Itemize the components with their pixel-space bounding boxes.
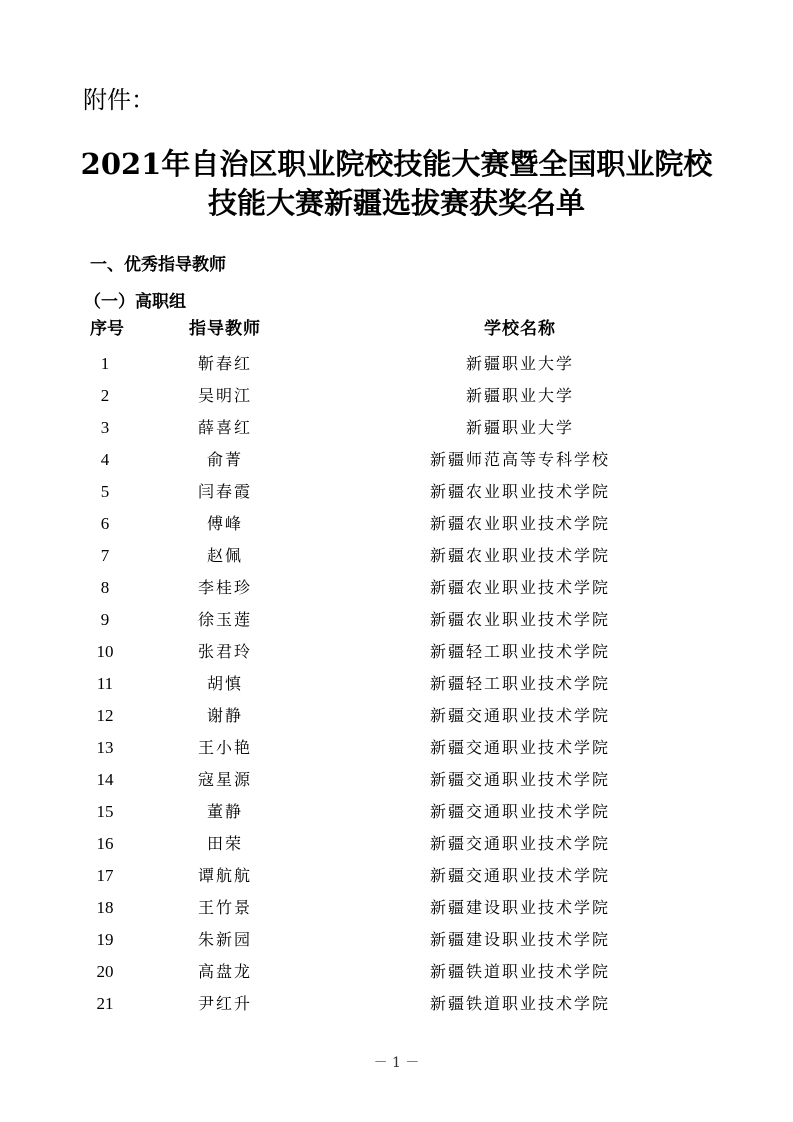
row-school: 新疆铁道职业技术学院 — [429, 994, 610, 1013]
row-number: 17 — [96, 866, 114, 885]
row-teacher: 王小艳 — [197, 738, 252, 757]
table-row — [0, 572, 793, 604]
table-row — [0, 764, 793, 796]
table-row — [0, 668, 793, 700]
row-school: 新疆交通职业技术学院 — [429, 834, 610, 853]
document-title-line-2: 技能大赛新疆选拔赛获奖名单 — [207, 186, 585, 220]
row-number: 5 — [100, 482, 110, 501]
table-row — [0, 732, 793, 764]
row-school: 新疆农业职业技术学院 — [429, 610, 610, 629]
row-number: 19 — [96, 930, 114, 949]
row-teacher: 李桂珍 — [197, 578, 252, 597]
row-number: 14 — [96, 770, 114, 789]
table-row — [0, 636, 793, 668]
row-teacher: 董静 — [206, 802, 243, 821]
row-number: 8 — [100, 578, 110, 597]
row-number: 15 — [96, 802, 114, 821]
row-school: 新疆职业大学 — [465, 418, 574, 437]
row-teacher: 徐玉莲 — [197, 610, 252, 629]
table-row — [0, 700, 793, 732]
row-school: 新疆交通职业技术学院 — [429, 866, 610, 885]
row-school: 新疆农业职业技术学院 — [429, 482, 610, 501]
row-number: 4 — [100, 450, 110, 469]
row-number: 20 — [96, 962, 114, 981]
row-teacher: 闫春霞 — [197, 482, 252, 501]
table-row — [0, 988, 793, 1020]
row-school: 新疆轻工职业技术学院 — [429, 674, 610, 693]
row-teacher: 俞菁 — [206, 450, 243, 469]
attachment-label: 附件： — [83, 86, 155, 114]
table-row — [0, 348, 793, 380]
row-school: 新疆农业职业技术学院 — [429, 578, 610, 597]
row-school: 新疆农业职业技术学院 — [429, 546, 610, 565]
subsection-heading: （一）高职组 — [84, 292, 186, 312]
row-school: 新疆职业大学 — [465, 386, 574, 405]
table-row — [0, 508, 793, 540]
table-header — [0, 313, 793, 345]
header-number: 序号 — [90, 319, 124, 339]
table-row — [0, 796, 793, 828]
table-row — [0, 956, 793, 988]
document-title-line-1: 2021年自治区职业院校技能大赛暨全国职业院校 — [80, 147, 713, 181]
row-teacher: 薛喜红 — [197, 418, 252, 437]
row-teacher: 谢静 — [206, 706, 243, 725]
row-teacher: 傅峰 — [206, 514, 243, 533]
row-teacher: 王竹景 — [197, 898, 252, 917]
row-teacher: 朱新园 — [197, 930, 252, 949]
row-teacher: 吴明江 — [197, 386, 252, 405]
row-school: 新疆轻工职业技术学院 — [429, 642, 610, 661]
section-heading: 一、优秀指导教师 — [90, 255, 226, 275]
row-number: 2 — [100, 386, 110, 405]
row-school: 新疆建设职业技术学院 — [429, 930, 610, 949]
row-number: 11 — [96, 674, 114, 693]
table-row — [0, 412, 793, 444]
table-row — [0, 604, 793, 636]
row-number: 9 — [100, 610, 110, 629]
row-teacher: 谭航航 — [197, 866, 252, 885]
row-school: 新疆交通职业技术学院 — [429, 706, 610, 725]
row-number: 10 — [96, 642, 114, 661]
row-school: 新疆职业大学 — [465, 354, 574, 373]
row-teacher: 尹红升 — [197, 994, 252, 1013]
row-school: 新疆农业职业技术学院 — [429, 514, 610, 533]
row-school: 新疆铁道职业技术学院 — [429, 962, 610, 981]
row-number: 18 — [96, 898, 114, 917]
row-school: 新疆交通职业技术学院 — [429, 738, 610, 757]
row-number: 13 — [96, 738, 114, 757]
page-number: － 1 － — [373, 1055, 420, 1071]
row-teacher: 田荣 — [206, 834, 243, 853]
row-number: 21 — [96, 994, 114, 1013]
row-number: 1 — [100, 354, 110, 373]
table-row — [0, 540, 793, 572]
header-teacher: 指导教师 — [189, 319, 261, 339]
row-teacher: 赵佩 — [206, 546, 243, 565]
row-school: 新疆建设职业技术学院 — [429, 898, 610, 917]
row-teacher: 胡慎 — [206, 674, 243, 693]
row-teacher: 高盘龙 — [197, 962, 252, 981]
row-school: 新疆交通职业技术学院 — [429, 802, 610, 821]
row-school: 新疆交通职业技术学院 — [429, 770, 610, 789]
table-row — [0, 380, 793, 412]
table-row — [0, 924, 793, 956]
row-teacher: 张君玲 — [197, 642, 252, 661]
row-teacher: 靳春红 — [197, 354, 252, 373]
row-teacher: 寇星源 — [197, 770, 252, 789]
header-school: 学校名称 — [484, 319, 556, 339]
table-row — [0, 828, 793, 860]
row-number: 12 — [96, 706, 114, 725]
row-number: 6 — [100, 514, 110, 533]
table-row — [0, 892, 793, 924]
table-row — [0, 860, 793, 892]
row-number: 3 — [100, 418, 110, 437]
row-number: 7 — [100, 546, 110, 565]
row-school: 新疆师范高等专科学校 — [429, 450, 610, 469]
table-row — [0, 444, 793, 476]
table-row — [0, 476, 793, 508]
row-number: 16 — [96, 834, 114, 853]
